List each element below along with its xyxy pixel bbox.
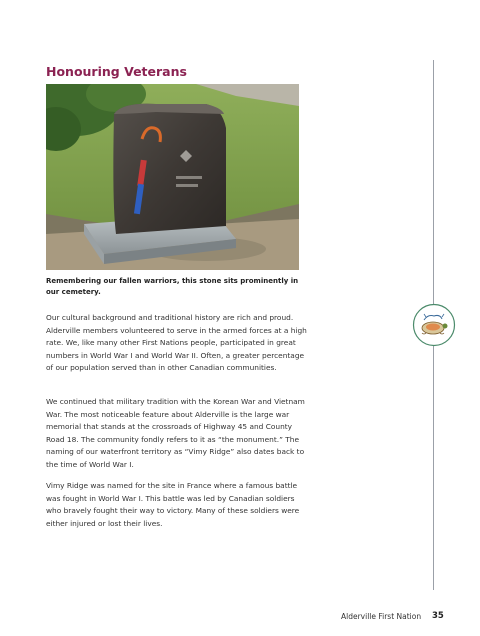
footer-publication: Alderville First Nation <box>341 612 422 621</box>
paragraph-2: We continued that military tradition with the Korean War and Vietnam War. The most noticeable feature about Alderville is the large war memorial that stands at the crossroads of Highway 45 and County Road 18. The community fondly refers to it as “the monument.” The naming of our waterfront territory as “Vimy Ridge” also dates back to the time of World War I. <box>46 397 305 469</box>
paragraph-1: Our cultural background and traditional history are rich and proud. Alderville members volunteered to serve in the armed forces at a high rate. We, like many other First Nations people, participated in great numbers in World War I and World War II. Often, a greater percentage of our population served than in other Canadian communities. <box>46 313 307 373</box>
photo-caption: Remembering our fallen warriors, this stone sits prominently in our cemetery. <box>46 277 299 296</box>
memorial-stone-photo <box>46 84 299 270</box>
turtle-emblem-icon <box>412 303 456 347</box>
paragraph-3: Vimy Ridge was named for the site in France where a famous battle was fought in World War I. This battle was led by Canadian soldiers who bravely fought their way to victory. Many of these soldiers were either injured or lost their lives. <box>46 481 300 528</box>
page-number: 35 <box>432 611 444 621</box>
page-title: Honouring Veterans <box>46 64 187 79</box>
